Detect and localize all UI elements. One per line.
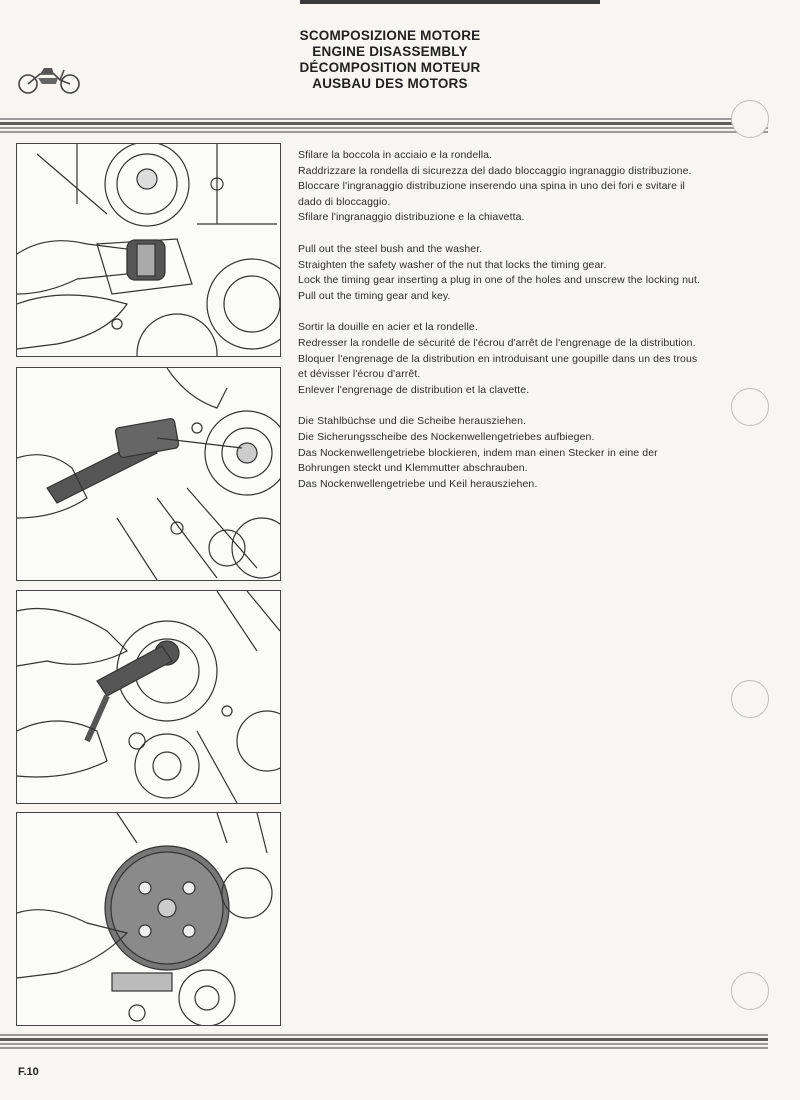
punch-hole xyxy=(731,680,769,718)
instruction-line: Die Stahlbüchse und die Scheibe herausziehen. xyxy=(298,415,527,428)
motorcycle-icon xyxy=(14,60,84,96)
title-english: ENGINE DISASSEMBLY xyxy=(312,44,468,59)
instructions-italian xyxy=(298,148,704,226)
instruction-line: Die Sicherungsscheibe des Nockenwellengetriebes aufbiegen. xyxy=(298,430,595,443)
engine-timing-gear-removal-illustration xyxy=(16,812,281,1026)
engine-gear-locking-illustration xyxy=(16,590,281,804)
instruction-line: Bloquer l'engrenage de la distribution en introduisant une goupille dans un des trous et dévisser l'écrou d'arrêt. xyxy=(298,352,698,381)
page-number: F.10 xyxy=(18,1066,39,1078)
instruction-line: Bloccare l'ingranaggio distribuzione inserendo una spina in uno dei fori e svitare il dado di bloccaggio. xyxy=(298,180,685,208)
instruction-line: Sortir la douille en acier et la rondelle. xyxy=(298,321,478,334)
title-french: DÉCOMPOSITION MOTEUR xyxy=(299,60,481,75)
instruction-line: Raddrizzare la rondella di sicurezza del dado bloccaggio ingranaggio distribuzione. xyxy=(298,164,692,177)
header-rule xyxy=(0,118,768,135)
engine-gear-bush-illustration xyxy=(16,143,281,357)
engine-nut-wrench-illustration xyxy=(16,367,281,581)
instruction-line: Das Nockenwellengetriebe blockieren, indem man einen Stecker in eine der Bohrungen steckt und Klemmutter abschrauben. xyxy=(298,446,658,475)
instruction-line: Pull out the timing gear and key. xyxy=(298,289,451,302)
instruction-line: Lock the timing gear inserting a plug in one of the holes and unscrew the locking nut. xyxy=(298,274,701,287)
instruction-line: Das Nockenwellengetriebe und Keil herausziehen. xyxy=(298,477,538,490)
title-italian: SCOMPOSIZIONE MOTORE xyxy=(299,28,481,43)
punch-hole xyxy=(731,972,769,1010)
punch-hole xyxy=(731,100,769,138)
instruction-line: Redresser la rondelle de sécurité de l'écrou d'arrêt de l'engrenage de la distribution. xyxy=(298,336,696,349)
title-german: AUSBAU DES MOTORS xyxy=(312,76,468,91)
instructions-english xyxy=(298,242,704,304)
instructions-column xyxy=(298,148,704,508)
instructions-german xyxy=(298,414,704,492)
instructions-french xyxy=(298,320,704,398)
page-title xyxy=(240,28,540,92)
top-edge-rule xyxy=(300,0,600,4)
instruction-line: Pull out the steel bush and the washer. xyxy=(298,242,483,255)
punch-hole xyxy=(731,388,769,426)
instruction-line: Sfilare la boccola in acciaio e la rondella. xyxy=(298,149,493,161)
footer-rule xyxy=(0,1034,768,1051)
instruction-line: Sfilare l'ingranaggio distribuzione e la chiavetta. xyxy=(298,211,525,224)
instruction-line: Straighten the safety washer of the nut that locks the timing gear. xyxy=(298,258,607,271)
instruction-line: Enlever l'engrenage de distribution et la clavette. xyxy=(298,383,530,396)
